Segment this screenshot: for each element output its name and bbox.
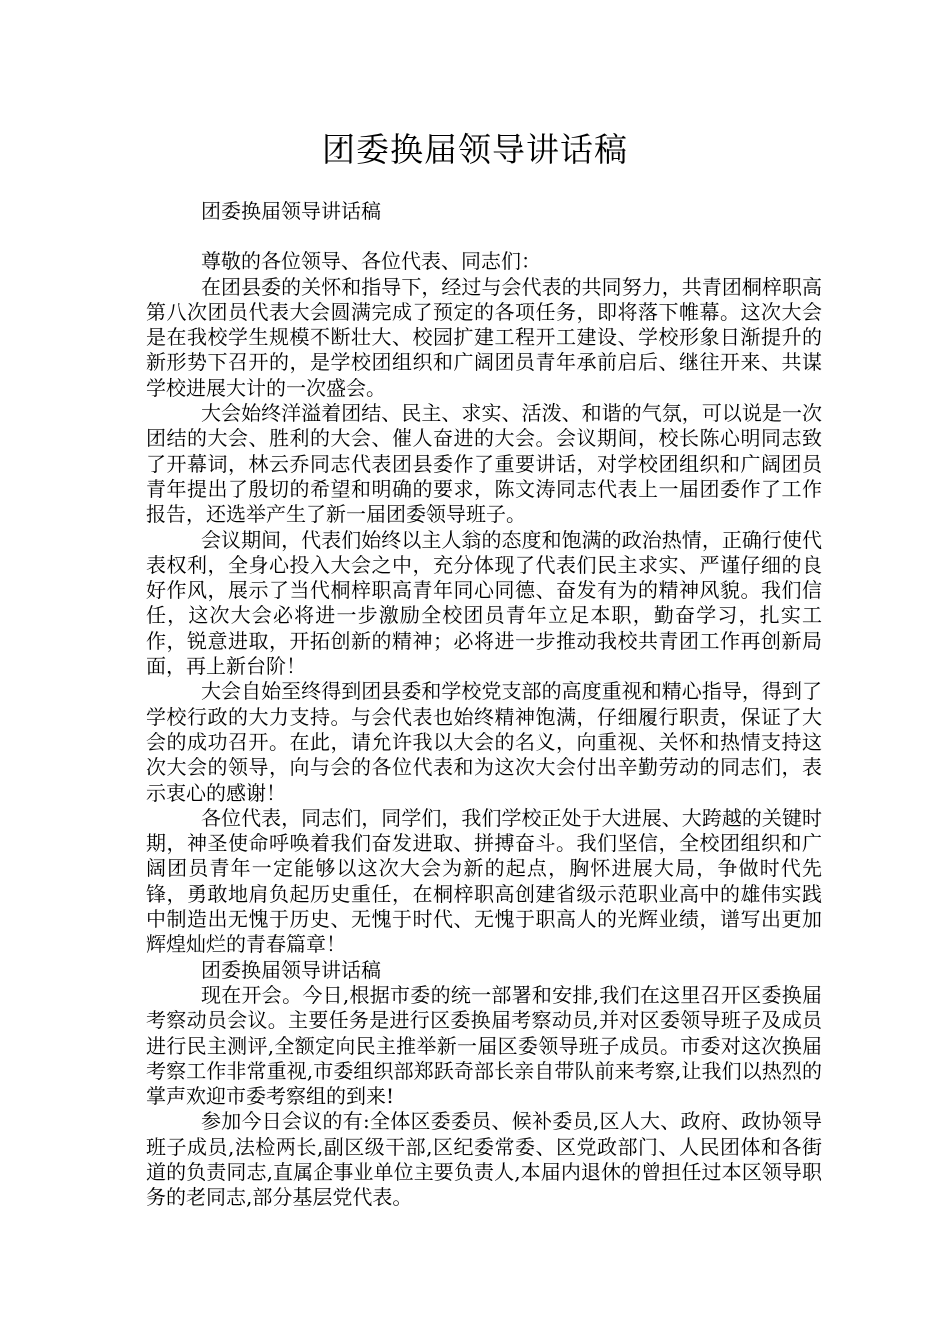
section-heading-paragraph: 团委换届领导讲话稿	[201, 957, 381, 982]
body-paragraph: 参加今日会议的有:全体区委委员、候补委员,区人大、政府、政协领导班子成员,法检两长,副区级干部,区纪委常委、区党政部门、人民团体和各街道的负责同志,直属企事业单位主要负责人,本届内退休的曾担任过本区领导职务的老同志,部分基层党代表。	[146, 1109, 822, 1210]
body-paragraph: 现在开会。今日,根据市委的统一部署和安排,我们在这里召开区委换届考察动员会议。主要任务是进行区委换届考察动员,并对区委领导班子及成员进行民主测评,全额定向民主推举新一届区委领导班子成员。市委对这次换届考察工作非常重视,市委组织部郑跃奇部长亲自带队前来考察,让我们以热烈的掌声欢迎市委考察组的到来!	[146, 982, 822, 1109]
subtitle-paragraph: 团委换届领导讲话稿	[201, 199, 381, 223]
body-paragraph: 在团县委的关怀和指导下，经过与会代表的共同努力，共青团桐梓职高第八次团员代表大会圆满完成了预定的各项任务，即将落下帷幕。这次大会是在我校学生规模不断壮大、校园扩建工程开工建设、学校形象日渐提升的新形势下召开的，是学校团组织和广阔团员青年承前启后、继往开来、共谋学校进展大计的一次盛会。	[146, 274, 822, 400]
salutation-paragraph: 尊敬的各位领导、各位代表、同志们：	[201, 249, 541, 274]
body-paragraph: 会议期间，代表们始终以主人翁的态度和饱满的政治热情，正确行使代表权利，全身心投入大会之中，充分体现了代表们民主求实、严谨仔细的良好作风，展示了当代桐梓职高青年同心同德、奋发有为的精神风貌。我们信任，这次大会必将进一步激励全校团员青年立足本职，勤奋学习，扎实工作，锐意进取，开拓创新的精神；必将进一步推动我校共青团工作再创新局面，再上新台阶！	[146, 527, 822, 679]
document-title: 团委换届领导讲话稿	[322, 130, 628, 169]
body-paragraph: 各位代表，同志们，同学们，我们学校正处于大进展、大跨越的关键时期，神圣使命呼唤着我们奋发进取、拼搏奋斗。我们坚信，全校团组织和广阔团员青年一定能够以这次大会为新的起点，胸怀进展大局，争做时代先锋，勇敢地肩负起历史重任，在桐梓职高创建省级示范职业高中的雄伟实践中制造出无愧于历史、无愧于时代、无愧于职高人的光辉业绩，谱写出更加辉煌灿烂的青春篇章！	[146, 805, 822, 957]
document-body	[146, 199, 822, 1211]
body-paragraph: 大会自始至终得到团县委和学校党支部的高度重视和精心指导，得到了学校行政的大力支持。与会代表也始终精神饱满，仔细履行职责，保证了大会的成功召开。在此，请允许我以大会的名义，向重视、关怀和热情支持这次大会的领导，向与会的各位代表和为这次大会付出辛勤劳动的同志们，表示衷心的感谢！	[146, 679, 822, 805]
body-paragraph: 大会始终洋溢着团结、民主、求实、活泼、和谐的气氛，可以说是一次团结的大会、胜利的大会、催人奋进的大会。会议期间，校长陈心明同志致了开幕词，林云乔同志代表团县委作了重要讲话，对学校团组织和广阔团员青年提出了殷切的希望和明确的要求，陈文涛同志代表上一届团委作了工作报告，还选举产生了新一届团委领导班子。	[146, 401, 822, 527]
